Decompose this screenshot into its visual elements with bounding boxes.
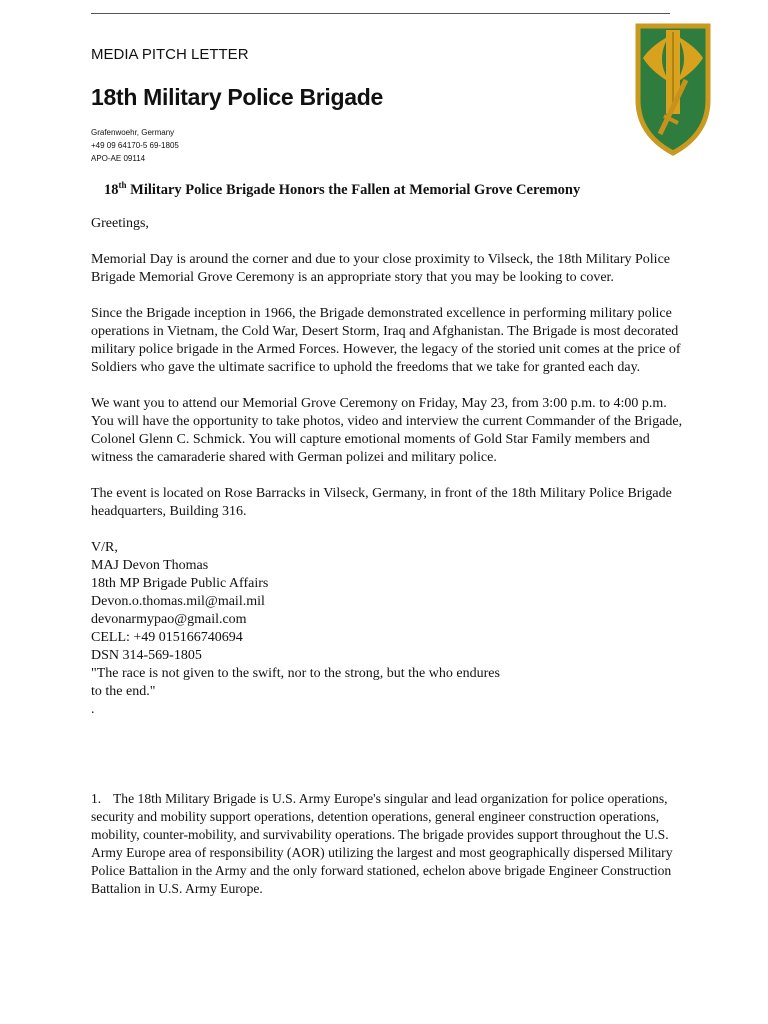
signature-block [91,539,691,719]
headline-ordinal: th [118,180,127,190]
document-kicker: MEDIA PITCH LETTER [91,46,249,63]
paragraph-location: The event is located on Rose Barracks in Vilseck, Germany, in front of the 18th Military Police Brigade headquarters, Building 316. [91,486,672,519]
press-headline [104,180,580,199]
letter-body [91,215,691,719]
contact-apo: APO-AE 09114 [91,154,146,163]
signature-dsn: DSN 314-569-1805 [91,648,202,663]
headline-text: Military Police Brigade Honors the Fallen at Memorial Grove Ceremony [126,181,581,198]
brigade-patch-icon [634,22,712,156]
signature-closing: V/R, [91,540,118,555]
signature-period: . [91,702,95,717]
contact-location: Grafenwoehr, Germany [91,128,175,137]
contact-block [91,126,179,165]
signature-quote-line-1: "The race is not given to the swift, nor to the strong, but the who endures [91,666,500,681]
org-title: 18th Military Police Brigade [91,84,383,110]
greeting: Greetings, [91,216,149,231]
paragraph-invitation: We want you to attend our Memorial Grove Ceremony on Friday, May 23, from 3:00 p.m. to 4:00 p.m. You will have the opportunity to take photos, video and interview the current Commander of the Brigade, Colonel Glenn C. Schmick. You will capture emotional moments of Gold Star Family members and witness the camaraderie shared with German polizei and military police. [91,396,683,465]
headline-number: 18 [104,181,119,198]
top-rule [91,13,670,14]
paragraph-history: Since the Brigade inception in 1966, the Brigade demonstrated excellence in performing military police operations in Vietnam, the Cold War, Desert Storm, Iraq and Afghanistan. The Brigade is most decorated military police brigade in the Armed Forces. However, the legacy of the storied unit comes at the price of Soldiers who gave the ultimate sacrifice to uphold the freedoms that we take for granted each day. [91,306,681,375]
signature-email-gmail: devonarmypao@gmail.com [91,612,247,627]
signature-quote-line-2: to the end." [91,684,156,699]
signature-office: 18th MP Brigade Public Affairs [91,576,269,591]
signature-cell: CELL: +49 015166740694 [91,630,243,645]
contact-phone: +49 09 64170-5 69-1805 [91,141,179,150]
signature-email-mil: Devon.o.thomas.mil@mail.mil [91,594,265,609]
footnote [91,790,691,898]
footnote-number: 1. [91,791,102,806]
footnote-text: The 18th Military Brigade is U.S. Army Europe's singular and lead organization for police operations, security and mobility support operations, detention operations, general engineer construction operations, mobility, counter-mobility, and survivability operations. The brigade provides support throughout the U.S. Army Europe area of responsibility (AOR) utilizing the largest and most geographically dispersed Military Police Battalion in the Army and the only forward stationed, echelon above brigade Engineer Construction Battalion in U.S. Army Europe. [91,791,673,896]
signature-name: MAJ Devon Thomas [91,558,209,573]
paragraph-intro: Memorial Day is around the corner and due to your close proximity to Vilseck, the 18th Military Police Brigade Memorial Grove Ceremony is an appropriate story that you may be looking to cover. [91,252,670,285]
